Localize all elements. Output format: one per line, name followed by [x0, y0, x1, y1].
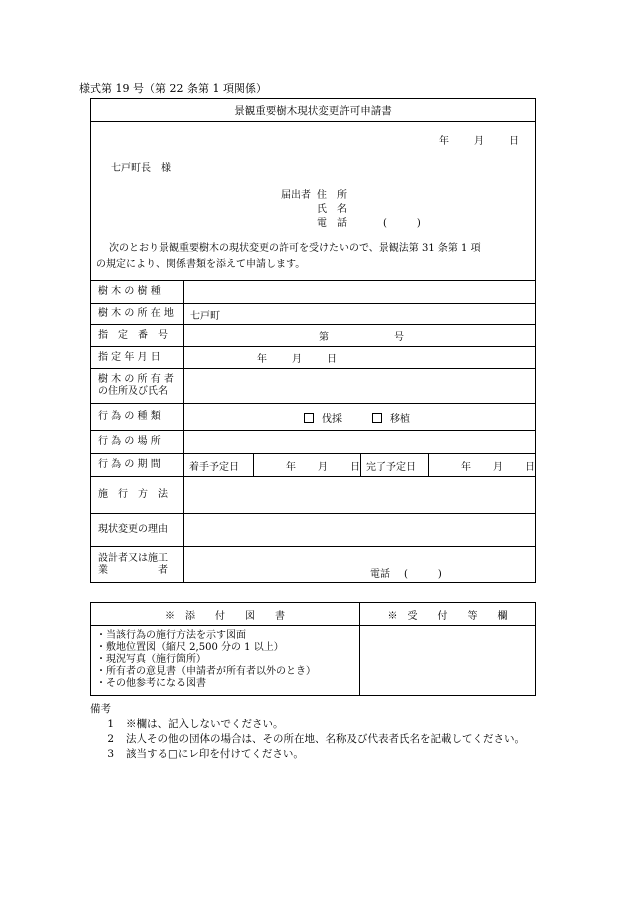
- designer-label-line-1: 設計者又は施工: [98, 552, 168, 564]
- action-type-label: 行 為 の 種 類: [91, 404, 184, 431]
- location-value[interactable]: 七戸町: [184, 304, 536, 325]
- designation-date-month: 月: [292, 354, 302, 365]
- start-date-label: 着手予定日: [184, 454, 254, 477]
- designer-label-line-2: 業 者: [98, 564, 168, 576]
- felling-option[interactable]: [304, 410, 342, 425]
- note-text: 該当する□にレ印を付けてください。: [126, 748, 304, 760]
- method-label: 施 行 方 法: [91, 477, 184, 514]
- start-month: 月: [318, 461, 328, 473]
- owner-label-line-1: 樹 木 の 所 有 者: [98, 374, 174, 385]
- applicant-phone-label: 電 話: [317, 218, 347, 229]
- note-text: 法人その他の団体の場合は、その所在地、名称及び代表者氏名を記載してください。: [126, 733, 525, 745]
- attachment-item: ・所有者の意見書（申請者が所有者以外のとき）: [96, 666, 316, 677]
- date-month: 月: [474, 136, 484, 147]
- intro-line-1: 次のとおり景観重要樹木の現状変更の許可を受けたいので、景観法第 31 条第 1 項: [109, 243, 481, 254]
- intro-section: [91, 122, 536, 281]
- end-day: 日: [525, 461, 535, 473]
- action-type-options: [184, 404, 536, 431]
- end-date-label: 完了予定日: [361, 454, 429, 477]
- owner-value[interactable]: [184, 369, 536, 404]
- designation-date-year: 年: [257, 354, 267, 365]
- notes-section: [90, 702, 525, 762]
- end-date-value[interactable]: [429, 454, 536, 477]
- designation-go: 号: [394, 332, 404, 343]
- transplant-checkbox[interactable]: [372, 413, 382, 423]
- applicant-phone-parens: ( ): [383, 218, 421, 229]
- felling-label: 伐採: [322, 413, 342, 425]
- owner-label: [91, 369, 184, 404]
- felling-checkbox[interactable]: [304, 413, 314, 423]
- designer-label: [91, 547, 184, 583]
- applicant-header: 届出者: [281, 190, 311, 201]
- end-year: 年: [461, 461, 471, 473]
- form-number-label: 様式第 19 号（第 22 条第 1 項関係）: [79, 82, 267, 95]
- action-period-label: 行 為 の 期 間: [91, 454, 184, 477]
- transplant-option[interactable]: [372, 410, 410, 425]
- designation-dai: 第: [319, 332, 329, 343]
- designer-value[interactable]: [184, 547, 536, 583]
- intro-line-2: の規定により、関係書類を添えて申請します。: [96, 259, 306, 270]
- attachment-item: ・当該行為の施行方法を示す図面: [96, 630, 246, 641]
- species-label: 樹 木 の 樹 種: [91, 281, 184, 304]
- method-value[interactable]: [184, 477, 536, 514]
- note-item: [90, 717, 525, 732]
- addressee: 七戸町長 様: [111, 163, 171, 174]
- applicant-name-label: 氏 名: [317, 204, 347, 215]
- designation-date-label: 指 定 年 月 日: [91, 347, 184, 369]
- designation-date-value[interactable]: [184, 347, 536, 369]
- applicant-address-label: 住 所: [317, 190, 347, 201]
- action-place-value[interactable]: [184, 431, 536, 454]
- attachment-item: ・その他参考になる図書: [96, 678, 206, 689]
- note-number: 1: [107, 718, 114, 730]
- transplant-label: 移植: [390, 413, 410, 425]
- form-title: 景観重要樹木現状変更許可申請書: [91, 99, 536, 122]
- owner-label-line-2: の住所及び氏名: [98, 386, 168, 397]
- species-value[interactable]: [184, 281, 536, 304]
- note-text: ※欄は、記入しないでください。: [126, 718, 284, 730]
- note-item: [90, 732, 525, 747]
- attachments-list: [91, 626, 360, 696]
- action-place-label: 行 為 の 場 所: [91, 431, 184, 454]
- attachments-table: [90, 602, 536, 696]
- note-number: 2: [107, 733, 114, 745]
- location-label: 樹 木 の 所 在 地: [91, 304, 184, 325]
- attachments-header: ※ 添 付 図 書: [91, 603, 360, 626]
- application-form-table: [90, 98, 536, 583]
- designer-phone-parens: ( ): [404, 569, 442, 580]
- attachment-item: ・現況写真（施行箇所）: [96, 654, 206, 665]
- designation-number-value[interactable]: [184, 325, 536, 347]
- start-year: 年: [286, 461, 296, 473]
- reception-area: [360, 626, 536, 696]
- reason-label: 現状変更の理由: [91, 514, 184, 547]
- notes-heading: 備考: [90, 703, 111, 715]
- designer-phone-label: 電話: [370, 569, 390, 580]
- date-day: 日: [509, 136, 519, 147]
- reception-header: ※ 受 付 等 欄: [360, 603, 536, 626]
- note-number: 3: [107, 748, 114, 760]
- start-date-value[interactable]: [254, 454, 361, 477]
- reason-value[interactable]: [184, 514, 536, 547]
- note-item: [90, 747, 525, 762]
- designation-date-day: 日: [327, 354, 337, 365]
- start-day: 日: [350, 461, 360, 473]
- designation-number-label: 指 定 番 号: [91, 325, 184, 347]
- attachment-item: ・敷地位置図（縮尺 2,500 分の 1 以上）: [96, 642, 284, 653]
- date-year: 年: [439, 136, 449, 147]
- end-month: 月: [493, 461, 503, 473]
